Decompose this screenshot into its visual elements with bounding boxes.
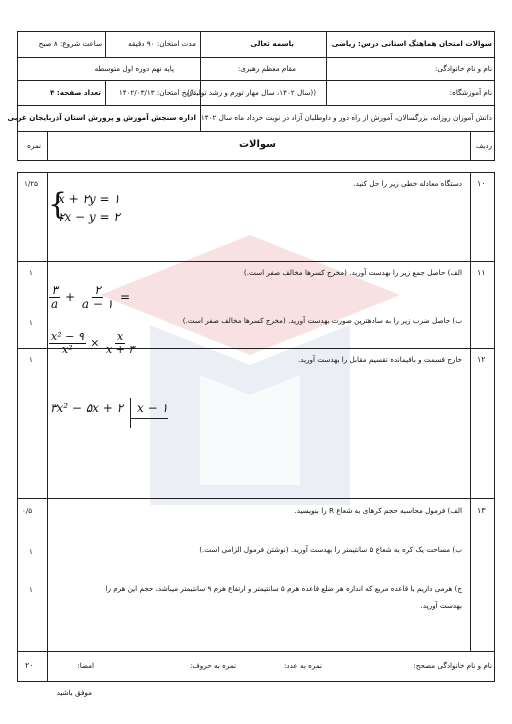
fraction-denominator: a − ۱ [81, 297, 114, 312]
question-10-system-brace: { [48, 187, 68, 222]
question-12-divisor: x − ۱ [137, 401, 168, 415]
question-13b-score: ۱ [29, 547, 33, 556]
header-level: پایه نهم دوره اول متوسطه [94, 64, 174, 73]
header-school-label: نام آموزشگاه: [449, 88, 492, 97]
fraction-denominator: x² [62, 343, 73, 357]
question-11b-score: ۱ [29, 318, 33, 327]
question-13c-text-line-2: بهدست آورید. [420, 601, 462, 610]
column-questions-label: سوالات [238, 139, 276, 150]
question-12-score: ۱ [29, 355, 33, 364]
question-12-text: خارج قسمت و باقیمانده تقسیم مقابل را بهدست آورید. [298, 355, 462, 364]
question-13c-text-line-1: ج) هرمی داریم با قاعده مربع که اندازه هر ضلع قاعده هرم ۵ سانتیمتر و ارتفاع هرم ۹ سانتیمتر میباشد، حجم این هرم را [105, 584, 462, 593]
header-year-note: ((سال ۱۴۰۲، سال مهار تورم و رشد تولید)) [187, 88, 316, 97]
question-11a-expression: $\frac{۳}{a}$ + $\frac{۲}{a - ۱}$ = [51, 283, 131, 312]
total-score: ۲۰ [25, 661, 34, 670]
header-start-time: ساعت شروع: ۸ صبح [38, 39, 102, 48]
header-name-label: نام و نام خانوادگی: [435, 64, 492, 73]
question-13a-text: الف) فرمول محاسبه حجم کرهای به شعاع R را بنویسید. [294, 506, 462, 515]
question-11a-text: الف) حاصل جمع زیر را بهدست آورید. (مخرج کسرها مخالف صفر است.) [243, 268, 462, 277]
question-13-number: ۱۳ [477, 506, 486, 515]
question-11-number: ۱۱ [477, 268, 486, 277]
question-10-text: دستگاه معادله خطی زیر را حل کنید. [353, 179, 462, 188]
question-12-dividend: ۳x² − ۵x + ۲ [50, 401, 124, 415]
header-duration: مدت امتحان: ۹۰ دقیقه [128, 39, 196, 48]
header-leader-label: مقام معظم رهبری: [237, 64, 296, 73]
question-10-number: ۱۰ [477, 179, 486, 188]
division-bar-vertical [130, 398, 131, 428]
signature-label: امضا: [77, 661, 94, 670]
header-page-count: تعداد صفحه: ۴ [50, 88, 101, 97]
score-number-label: نمره به عدد: [284, 661, 322, 670]
question-13c-score: ۱ [29, 585, 33, 594]
header-exam-date: تاریخ امتحان: ۱۴۰۲/۰۳/۱۳ [118, 88, 196, 97]
score-words-label: نمره به حروف: [189, 661, 236, 670]
fraction-numerator: ۳ [51, 283, 58, 297]
header-bismillah: باسمه تعالی [250, 39, 294, 48]
question-12-number: ۱۲ [477, 355, 486, 364]
header-exam-title: سوالات امتحان هماهنگ استانی درس: ریاضی [331, 39, 492, 48]
division-bar-horizontal [130, 418, 168, 419]
column-score-label: نمره [27, 141, 41, 150]
question-11a-score: ۱ [29, 268, 33, 277]
question-10-equation-2: ۲x − y = ۲ [58, 210, 120, 224]
fraction-denominator: a [51, 297, 59, 312]
question-13a-score: ۰/۵ [22, 506, 33, 515]
question-10-score: ۱/۲۵ [24, 179, 39, 188]
header-office: اداره سنجش آموزش و پرورش استان آذربایجان غربی [7, 113, 196, 122]
question-11b-expression: $\frac{\text{x² − ۹}}{\text{x²}}$ × $\frac{x}{x + ۳}$ [51, 330, 135, 357]
column-row-label: ردیف [475, 141, 492, 150]
fraction-numerator: x² − ۹ [51, 330, 84, 343]
question-13b-text: ب) مساحت یک کره به شعاع ۵ سانتیمتر را بهدست آورید. (نوشتن فرمول الزامی است.) [199, 545, 462, 554]
watermark-logo [70, 205, 430, 545]
fraction-numerator: x [117, 330, 124, 343]
header-students-note: دانش آموزان روزانه، بزرگسالان، آموزش از راه دور و داوطلبان آزاد در نوبت خرداد ماه سال ۱۴۰۲ [200, 113, 492, 122]
question-10-equation-1: x + ۲y = ۱ [58, 192, 120, 206]
good-luck-text: موفق باشید [56, 688, 92, 697]
question-11b-text: ب) حاصل ضرب زیر را به سادهترین صورت بهدست آورید. (مخرج کسرها مخالف صفر است.) [182, 316, 462, 325]
fraction-denominator: x + ۳ [105, 343, 135, 357]
corrector-name-label: نام و نام خانوادگی مصحح: [413, 661, 492, 670]
fraction-numerator: ۲ [94, 283, 101, 297]
